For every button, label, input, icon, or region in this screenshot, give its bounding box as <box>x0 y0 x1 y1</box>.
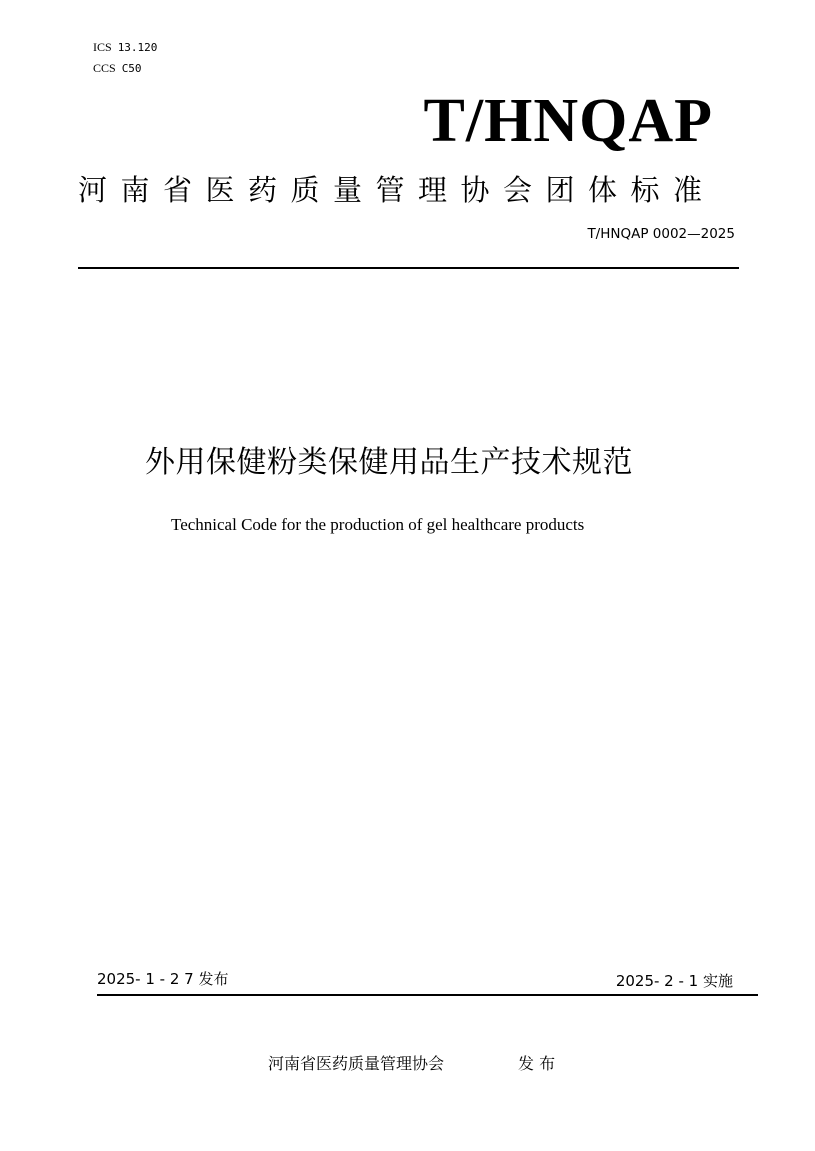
document-subtitle: Technical Code for the production of gel healthcare products <box>171 515 585 534</box>
ccs-value: C50 <box>121 62 142 75</box>
standard-number: T/HNQAP 0002—2025 <box>587 226 735 242</box>
ccs-row <box>93 61 142 76</box>
issuer-name: 河南省医药质量管理协会 <box>268 1054 445 1073</box>
ics-label: ICS <box>93 40 112 54</box>
ics-row <box>93 40 157 55</box>
implement-date: 2025- 2 - 1 实施 <box>615 972 733 990</box>
footer-divider <box>97 994 758 996</box>
standard-prefix: T/HNQAP <box>423 87 713 155</box>
document-title: 外用保健粉类保健用品生产技术规范 <box>145 445 633 480</box>
ics-value: 13.120 <box>117 41 158 54</box>
header-divider <box>78 267 739 269</box>
release-date: 2025- 1 - 2 7 发布 <box>97 970 229 988</box>
issue-label: 发 布 <box>518 1054 556 1073</box>
ccs-label: CCS <box>93 61 116 75</box>
organization-title: 河南省医药质量管理协会团体标准 <box>78 173 716 207</box>
